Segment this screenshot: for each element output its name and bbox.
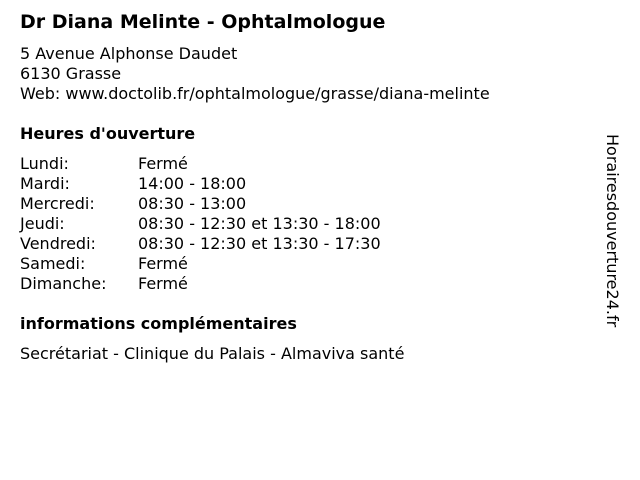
hours-value: 08:30 - 12:30 et 13:30 - 18:00: [138, 214, 381, 233]
opening-hours-list: [20, 154, 381, 294]
site-watermark: Horairesdouverture24.fr: [603, 134, 622, 328]
day-label: Samedi:: [20, 254, 86, 273]
hours-value: Fermé: [138, 274, 188, 293]
hours-row-dimanche: [20, 274, 381, 294]
page-title: Dr Diana Melinte - Ophtalmologue: [20, 11, 386, 33]
hours-row-lundi: [20, 154, 381, 174]
hours-row-samedi: [20, 254, 381, 274]
hours-row-jeudi: [20, 214, 381, 234]
day-label: Lundi:: [20, 154, 69, 173]
day-label: Jeudi:: [20, 214, 65, 233]
hours-row-mardi: [20, 174, 381, 194]
address-street: 5 Avenue Alphonse Daudet: [20, 44, 238, 63]
info-text: Secrétariat - Clinique du Palais - Almaviva santé: [20, 344, 405, 363]
hours-value: Fermé: [138, 154, 188, 173]
address-block: [20, 44, 490, 104]
day-label: Mercredi:: [20, 194, 95, 213]
hours-value: 08:30 - 12:30 et 13:30 - 17:30: [138, 234, 381, 253]
day-label: Vendredi:: [20, 234, 96, 253]
hours-heading: Heures d'ouverture: [20, 124, 196, 143]
day-label: Mardi:: [20, 174, 70, 193]
website-line: Web: www.doctolib.fr/ophtalmologue/grasse/diana-melinte: [20, 84, 490, 103]
hours-row-mercredi: [20, 194, 381, 214]
hours-value: 14:00 - 18:00: [138, 174, 247, 193]
info-heading: informations complémentaires: [20, 314, 297, 333]
hours-value: 08:30 - 13:00: [138, 194, 247, 213]
hours-value: Fermé: [138, 254, 188, 273]
day-label: Dimanche:: [20, 274, 107, 293]
hours-row-vendredi: [20, 234, 381, 254]
address-city: 6130 Grasse: [20, 64, 122, 83]
